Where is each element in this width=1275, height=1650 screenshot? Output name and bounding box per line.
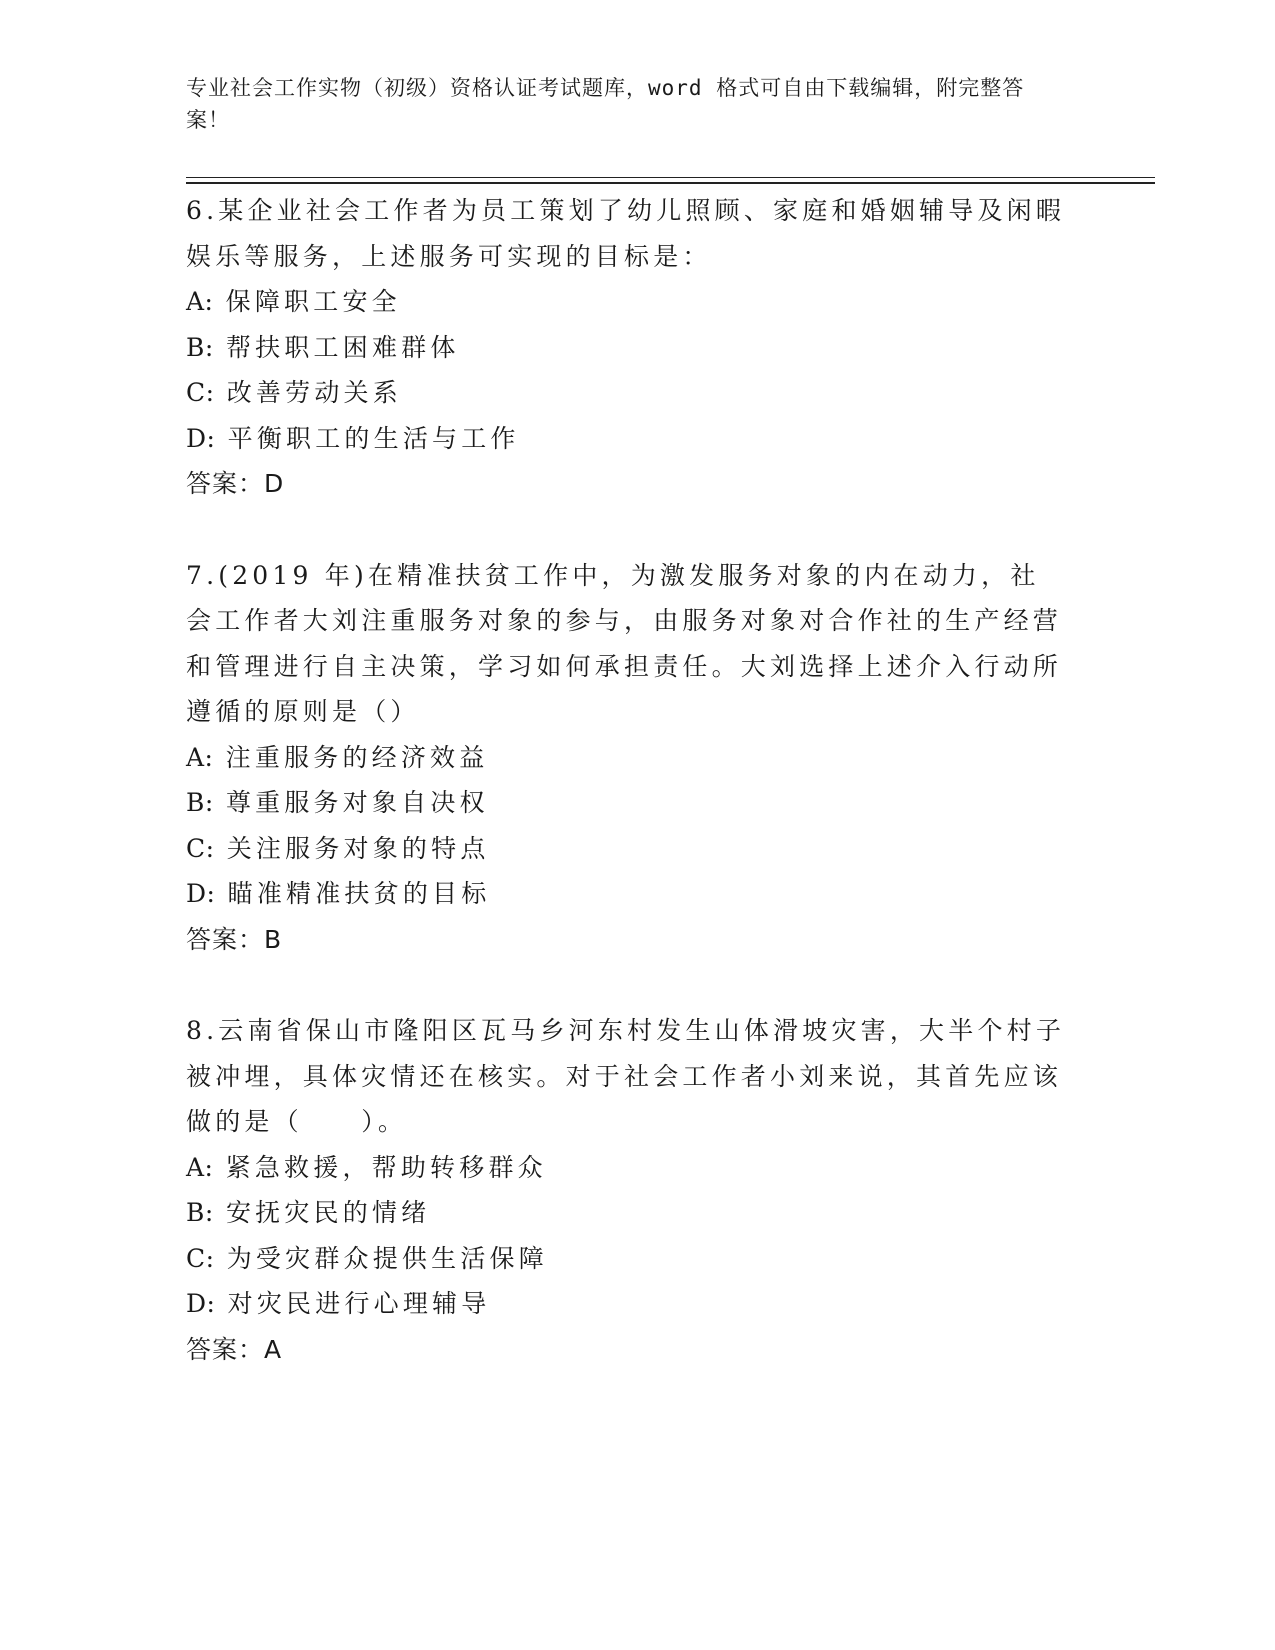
option-text: 帮扶职工困难群体 — [225, 332, 460, 362]
option-c — [186, 826, 1066, 872]
option-letter: D: — [186, 423, 216, 453]
option-b — [186, 1190, 1066, 1236]
question-6 — [186, 188, 1066, 507]
option-text: 瞄准精准扶贫的目标 — [227, 879, 491, 908]
option-c — [186, 1236, 1066, 1282]
option-letter: B: — [186, 788, 214, 817]
option-c — [186, 370, 1066, 416]
question-stem: 7.(2019 年)在精准扶贫工作中，为激发服务对象的内在动力，社会工作者大刘注重服务对象的参与，由服务对象对合作社的生产经营和管理进行自主决策，学习如何承担责任。大刘选择上述介入行动所遵循的原则是（） — [186, 560, 1063, 726]
option-letter: D: — [186, 879, 216, 908]
option-a — [186, 735, 1066, 781]
answer-line: 答案：D — [186, 469, 285, 498]
option-b — [186, 325, 1066, 371]
option-text: 尊重服务对象自决权 — [225, 788, 489, 817]
option-letter: D: — [186, 1289, 216, 1318]
option-letter: C: — [186, 1243, 215, 1273]
option-letter: B: — [186, 332, 214, 362]
option-d — [186, 871, 1066, 917]
option-b — [186, 780, 1066, 826]
option-letter: A: — [186, 742, 214, 772]
option-text: 平衡职工的生活与工作 — [227, 423, 520, 453]
option-letter: B: — [186, 1198, 214, 1227]
question-stem: 8.云南省保山市隆阳区瓦马乡河东村发生山体滑坡灾害，大半个村子被冲埋，具体灾情还在核实。对于社会工作者小刘来说，其首先应该做的是（ ）。 — [186, 1016, 1066, 1136]
question-stem: 6.某企业社会工作者为员工策划了幼儿照顾、家庭和婚姻辅导及闲暇娱乐等服务，上述服务可实现的目标是： — [186, 196, 1066, 271]
option-letter: C: — [186, 378, 215, 407]
option-text: 保障职工安全 — [225, 287, 401, 316]
option-text: 注重服务的经济效益 — [225, 742, 489, 772]
question-8 — [186, 1008, 1066, 1372]
option-text: 紧急救援，帮助转移群众 — [225, 1152, 547, 1182]
document-header: 专业社会工作实物（初级）资格认证考试题库，word 格式可自由下载编辑，附完整答案！ — [186, 76, 1025, 132]
option-d — [186, 1281, 1066, 1327]
answer-line: 答案：B — [186, 924, 283, 954]
question-7 — [186, 553, 1066, 963]
option-letter: A: — [186, 1152, 214, 1182]
answer-line: 答案：A — [186, 1334, 283, 1364]
header-rule-thin — [186, 177, 1155, 178]
option-text: 为受灾群众提供生活保障 — [226, 1243, 548, 1273]
option-letter: C: — [186, 833, 215, 863]
option-letter: A: — [186, 287, 214, 316]
option-text: 改善劳动关系 — [226, 378, 402, 407]
option-text: 安抚灾民的情绪 — [225, 1198, 431, 1227]
option-a — [186, 1145, 1066, 1191]
option-a — [186, 279, 1066, 325]
option-text: 关注服务对象的特点 — [226, 833, 490, 863]
option-d — [186, 416, 1066, 462]
question-list — [186, 188, 1066, 1418]
header-rule-thick — [186, 182, 1155, 184]
option-text: 对灾民进行心理辅导 — [227, 1289, 491, 1318]
